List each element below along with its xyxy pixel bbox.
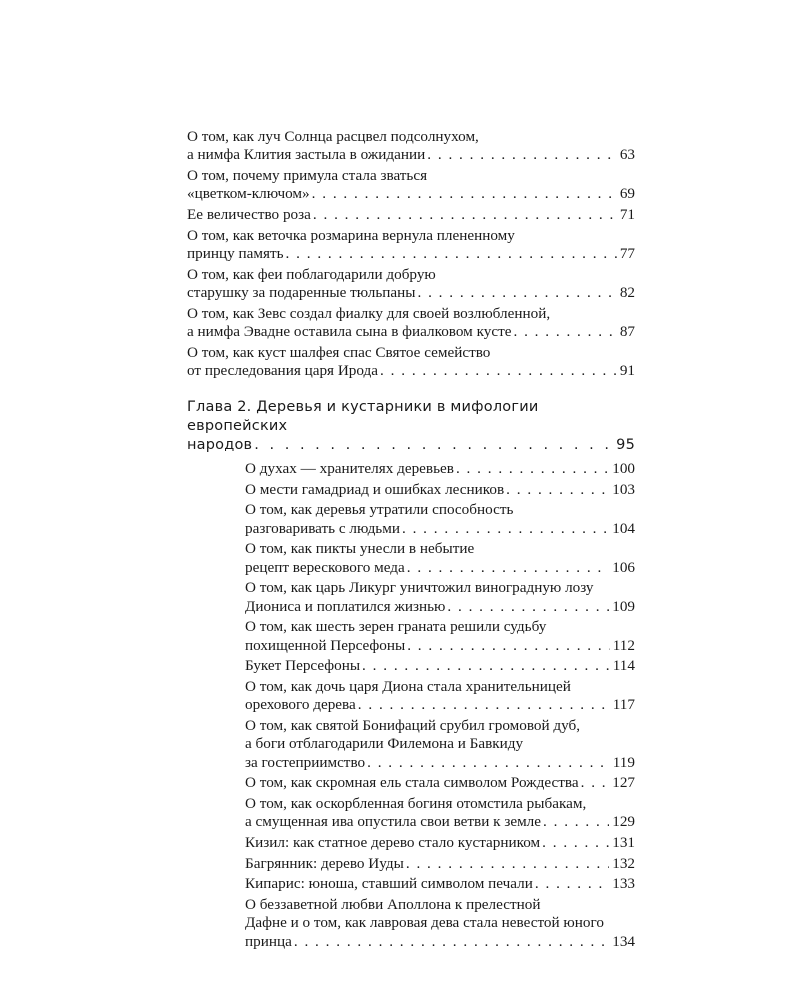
toc-entry: [245, 678, 635, 715]
toc-entry-last-line: [245, 598, 635, 616]
toc-entry-last-line: [245, 481, 635, 499]
toc-entry-page-number: 134: [612, 932, 635, 950]
toc-entry-page-number: 104: [612, 519, 635, 537]
toc-entry-page-number: 71: [619, 206, 635, 223]
toc-entry-page-number: 77: [619, 245, 635, 262]
toc-entry-last-line: [245, 657, 635, 675]
dot-leader: [286, 245, 617, 263]
dot-leader: [312, 185, 617, 203]
toc-entry-last-line: [187, 362, 635, 380]
toc-entry-last-line: [187, 185, 635, 203]
toc-entry: [245, 717, 635, 772]
toc-entry: [245, 501, 635, 538]
toc-entry-title-text: разговаривать с людьми: [245, 519, 400, 537]
toc-entry: [245, 460, 635, 478]
dot-leader: [427, 146, 617, 164]
toc-entry-title-text: Ее величество роза: [187, 206, 311, 223]
dot-leader: [543, 813, 609, 831]
toc-entry-last-line: [245, 933, 635, 951]
toc-entry: [187, 227, 635, 264]
toc-entry-title-text: рецепт верескового меда: [245, 558, 405, 576]
toc-entry-title-line: О том, как царь Ликург уничтожил виноградную лозу: [245, 579, 594, 597]
toc-entry: [245, 896, 635, 951]
chapter-title-last-line: [187, 436, 635, 455]
toc-entry-title-line: О том, почему примула стала зваться: [187, 167, 428, 184]
toc-section-chapter-2-entries: [245, 460, 635, 951]
toc-entry-page-number: 132: [612, 854, 635, 872]
dot-leader: [456, 460, 609, 478]
toc-entry-page-number: 103: [612, 480, 635, 498]
toc-entry-title-text: принцу память: [187, 245, 284, 262]
toc-entry-title-text: О мести гамадриад и ошибках лесников: [245, 480, 505, 498]
dot-leader: [358, 696, 610, 714]
toc-entry-page-number: 87: [619, 323, 635, 340]
toc-entry-title-line: О том, как Зевс создал фиалку для своей возлюбленной,: [187, 304, 551, 322]
toc-entry-page-number: 114: [612, 657, 635, 675]
toc-entry-last-line: [245, 875, 635, 893]
toc-entry: [245, 618, 635, 655]
toc-entry-title-line: О том, как святой Бонифаций срубил громовой дуб,: [245, 716, 581, 734]
dot-leader: [367, 754, 610, 772]
toc-entry-last-line: [187, 146, 635, 164]
toc-entry-title-text: похищенной Персефоны: [245, 636, 406, 654]
toc-entry-last-line: [245, 520, 635, 538]
dot-leader: [407, 559, 609, 577]
toc-entry-page-number: 63: [619, 146, 635, 164]
toc-entry: [187, 266, 635, 303]
toc-entry-title-text: старушку за подаренные тюльпаны: [187, 284, 416, 301]
toc-entry-title-text: Диониса и поплатился жизнью: [245, 597, 446, 615]
toc-entry: [187, 344, 635, 381]
toc-entry-title-text: Букет Персефоны: [245, 657, 361, 675]
toc-entry: [245, 795, 635, 832]
toc-entry-last-line: [187, 206, 635, 224]
toc-entry-page-number: 117: [612, 696, 635, 714]
toc-entry: [187, 206, 635, 224]
dot-leader: [447, 598, 609, 616]
toc-entry-last-line: [245, 696, 635, 714]
toc-entry-page-number: 131: [612, 833, 635, 851]
toc-entry: [245, 834, 635, 852]
toc-entry-title-text: за гостеприимство: [245, 753, 366, 771]
toc-entry-page-number: 82: [619, 284, 635, 301]
toc-entry-title-text: О том, как скромная ель стала символом Рождества: [245, 774, 579, 792]
dot-leader: [513, 323, 616, 341]
toc-entry: [187, 305, 635, 342]
toc-entry: [187, 167, 635, 204]
toc-entry-page-number: 133: [612, 875, 635, 893]
dot-leader: [417, 284, 616, 302]
dot-leader: [506, 481, 609, 499]
toc-entry: [187, 128, 635, 165]
toc-entry-last-line: [245, 460, 635, 478]
toc-entry-title-line: О том, как дочь царя Диона стала хранительницей: [245, 677, 571, 695]
toc-entry: [245, 855, 635, 873]
toc-entry: [245, 774, 635, 792]
toc-entry-last-line: [187, 284, 635, 302]
toc-entry-page-number: 69: [619, 185, 635, 203]
chapter-page-number: 95: [616, 436, 635, 453]
toc-entry-last-line: [187, 323, 635, 341]
toc-entry-page-number: 91: [619, 362, 635, 379]
toc-entry-title-text: от преследования царя Ирода: [187, 362, 379, 379]
dot-leader: [542, 834, 609, 852]
toc-entry-title-line: О том, как оскорбленная богиня отомстила рыбакам,: [245, 794, 587, 812]
toc-entry-title-line: О том, как деревья утратили способность: [245, 501, 514, 519]
toc-entry-title-line: О том, как шесть зерен граната решили судьбу: [245, 618, 547, 636]
toc-entry-title-line: О том, как куст шалфея спас Святое семейство: [187, 343, 491, 361]
toc-entry-page-number: 100: [612, 460, 635, 478]
toc-entry-title-text: «цветком-ключом»: [187, 185, 310, 203]
table-of-contents: [187, 128, 635, 953]
toc-entry-title-line: О том, как веточка розмарина вернула плененному: [187, 226, 515, 244]
toc-entry-title-text: Кизил: как статное дерево стало кустарником: [245, 833, 541, 851]
toc-entry: [245, 579, 635, 616]
dot-leader: [254, 436, 613, 455]
chapter-title-text: народов: [187, 436, 253, 453]
toc-entry-title-text: орехового дерева: [245, 696, 356, 714]
toc-entry-last-line: [245, 834, 635, 852]
toc-entry-title-text: Кипарис: юноша, ставший символом печали: [245, 875, 533, 893]
toc-entry-page-number: 109: [612, 597, 635, 615]
toc-entry-title-line: О том, как пикты унесли в небытие: [245, 540, 475, 558]
toc-entry-page-number: 112: [612, 636, 635, 654]
toc-entry-page-number: 129: [612, 813, 635, 831]
toc-entry-page-number: 127: [612, 774, 635, 792]
toc-entry-last-line: [245, 774, 635, 792]
dot-leader: [362, 657, 610, 675]
toc-entry-last-line: [245, 637, 635, 655]
toc-entry-last-line: [245, 855, 635, 873]
dot-leader: [535, 875, 609, 893]
toc-entry-title-text: Багрянник: дерево Иуды: [245, 854, 404, 872]
toc-entry-last-line: [245, 559, 635, 577]
toc-entry-title-line: Дафне и о том, как лавровая дева стала невестой юного: [245, 914, 604, 932]
toc-entry: [245, 540, 635, 577]
dot-leader: [380, 362, 617, 380]
toc-entry-title-text: а нимфа Эвадне оставила сына в фиалковом кусте: [187, 323, 512, 340]
toc-entry-last-line: [245, 754, 635, 772]
toc-entry-title-text: принца: [245, 932, 292, 950]
dot-leader: [294, 933, 609, 951]
toc-entry: [245, 875, 635, 893]
chapter-2-heading: [187, 398, 635, 454]
toc-entry-page-number: 106: [612, 558, 635, 576]
dot-leader: [402, 520, 609, 538]
dot-leader: [406, 855, 609, 873]
toc-entry-title-line: О том, как луч Солнца расцвел подсолнухом,: [187, 128, 479, 145]
dot-leader: [407, 637, 610, 655]
chapter-title-line: Глава 2. Деревья и кустарники в мифологии европейских: [187, 399, 539, 434]
toc-entry: [245, 657, 635, 675]
toc-entry: [245, 481, 635, 499]
toc-entry-title-text: а смущенная ива опустила свои ветви к земле: [245, 813, 542, 831]
toc-entry-last-line: [245, 813, 635, 831]
dot-leader: [313, 206, 617, 224]
toc-entry-last-line: [187, 245, 635, 263]
toc-entry-title-text: а нимфа Клития застыла в ожидании: [187, 146, 426, 164]
toc-section-chapter-1-entries: [187, 128, 635, 380]
dot-leader: [581, 774, 610, 792]
toc-entry-page-number: 119: [612, 753, 635, 771]
toc-entry-title-line: О том, как феи поблагодарили добрую: [187, 265, 436, 283]
toc-entry-title-line: а боги отблагодарили Филемона и Бавкиду: [245, 735, 524, 753]
toc-entry-title-line: О беззаветной любви Аполлона к прелестной: [245, 895, 541, 913]
toc-entry-title-text: О духах — хранителях деревьев: [245, 460, 454, 478]
